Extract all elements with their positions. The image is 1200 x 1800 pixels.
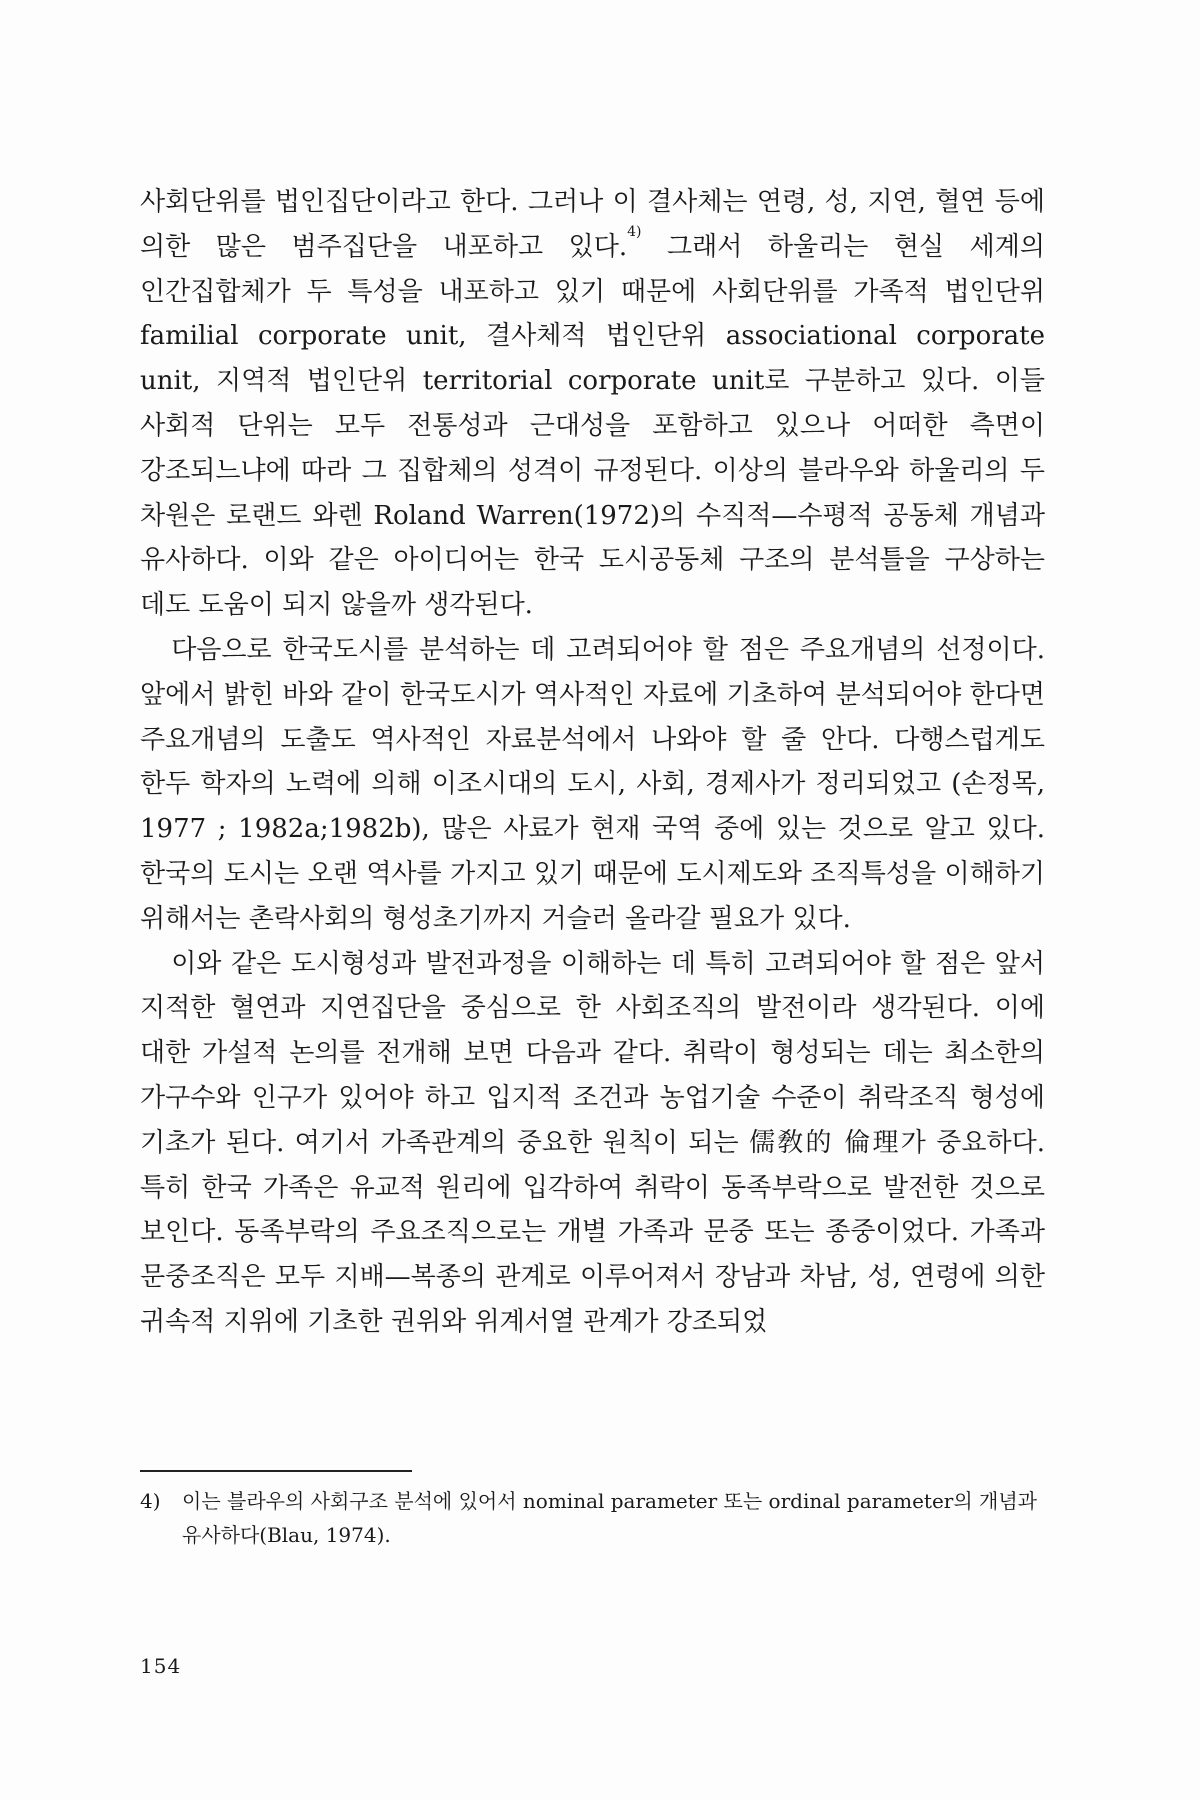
footnote-text: 이는 블라우의 사회구조 분석에 있어서 nominal parameter 또는 ordinal parameter의 개념과 유사하다(Blau, 1974). xyxy=(182,1489,1037,1547)
footnote-divider xyxy=(140,1470,412,1472)
paragraph-2: 다음으로 한국도시를 분석하는 데 고려되어야 할 점은 주요개념의 선정이다. 앞에서 밝힌 바와 같이 한국도시가 역사적인 자료에 기초하여 분석되어야 한다면 주요개념의 도출도 역사적인 자료분석에서 나와야 할 줄 안다. 다행스럽게도 한두 학자의 노력에 의해 이조시대의 도시, 사회, 경제사가 정리되었고 (손정목, 1977 ; 1982a;1982b), 많은 사료가 현재 국역 중에 있는 것으로 알고 있다. 한국의 도시는 오랜 역사를 가지고 있기 때문에 도시제도와 조직특성을 이해하기 위해서는 촌락사회의 형성초기까지 거슬러 올라갈 필요가 있다. xyxy=(140,634,1045,934)
body-text xyxy=(140,180,1045,1345)
paragraph-1-part-2: 그래서 하울리는 현실 세계의 인간집합체가 두 특성을 내포하고 있기 때문에 사회단위를 가족적 법인단위 familial corporate unit, 결사체적 법인단위 associational corporate unit, 지역적 법인단위 territorial corporate unit로 구분하고 있다. 이들 사회적 단위는 모두 전통성과 근대성을 포함하고 있으나 어떠한 측면이 강조되느냐에 따라 그 집합체의 성격이 규정된다. 이상의 블라우와 하울리의 두 차원은 로랜드 와렌 Roland Warren(1972)의 수직적—수평적 공동체 개념과 유사하다. 이와 같은 아이디어는 한국 도시공동체 구조의 분석틀을 구상하는 데도 도움이 되지 않을까 생각된다. xyxy=(140,231,1045,621)
page-number: 154 xyxy=(140,1654,182,1678)
footnote-reference: 4) xyxy=(627,223,642,240)
footnote-number: 4) xyxy=(140,1489,161,1513)
paragraph-1 xyxy=(140,180,1045,628)
footnote xyxy=(140,1484,1045,1552)
paragraph-1-part-1: 사회단위를 법인집단이라고 한다. 그러나 이 결사체는 연령, 성, 지연, 혈연 등에 의한 많은 범주집단을 내포하고 있다. xyxy=(140,187,1045,262)
paragraph-3: 이와 같은 도시형성과 발전과정을 이해하는 데 특히 고려되어야 할 점은 앞서 지적한 혈연과 지연집단을 중심으로 한 사회조직의 발전이라 생각된다. 이에 대한 가설적 논의를 전개해 보면 다음과 같다. 취락이 형성되는 데는 최소한의 가구수와 인구가 있어야 하고 입지적 조건과 농업기술 수준이 취락조직 형성에 기초가 된다. 여기서 가족관계의 중요한 원칙이 되는 儒敎的 倫理가 중요하다. 특히 한국 가족은 유교적 원리에 입각하여 취락이 동족부락으로 발전한 것으로 보인다. 동족부락의 주요조직으로는 개별 가족과 문중 또는 종중이었다. 가족과 문중조직은 모두 지배—복종의 관계로 이루어져서 장남과 차남, 성, 연령에 의한 귀속적 지위에 기초한 권위와 위계서열 관계가 강조되었 xyxy=(140,948,1045,1337)
